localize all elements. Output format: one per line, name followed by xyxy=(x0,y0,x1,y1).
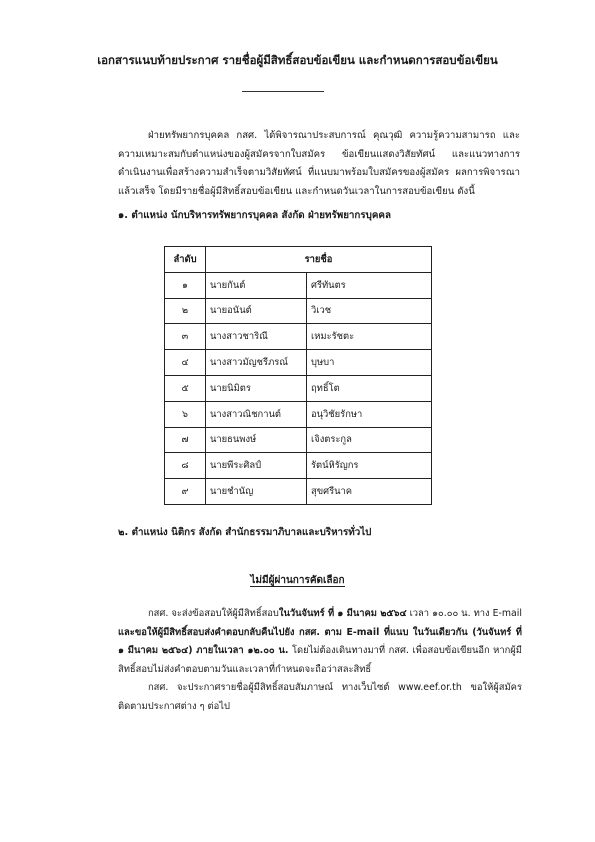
candidate-table xyxy=(164,246,432,505)
last-name-cell: เหมะรัชตะ xyxy=(307,324,432,350)
intro-text: ฝ่ายทรัพยากรบุคคล กสศ. ได้พิจารณาประสบการณ์ คุณวุฒิ ความรู้ความสามารถ และความเหมาะสมกับตำแหน่งของผู้สมัครจากใบสมัคร ข้อเขียนแสดงวิสัยทัศน์ และแนวทางการดำเนินงานเพื่อสร้างความสำเร็จตามวิสัยทัศน์ ที่แนบมาพร้อมใบสมัครของผู้สมัคร ผลการพิจารณาแล้วเสร็จ โดยมีรายชื่อผู้มีสิทธิ์สอบข้อเขียน และกำหนดวันเวลาในการสอบข้อเขียน ดังนี้ xyxy=(118,130,520,197)
first-name-cell: นายกันต์ xyxy=(206,272,307,298)
last-name-cell: ศรีทันตร xyxy=(307,272,432,298)
notice-p1-e: โดยไม่ต้องเดินทางมาที่ กสศ. เพื่อสอบข้อเขียนอีก หากผู้มีสิทธิ์สอบไม่ส่งคำตอบตามวันและเวลาที่กำหนดจะถือว่าสละสิทธิ์ xyxy=(118,645,522,675)
first-name-cell: นายนิมิตร xyxy=(206,375,307,401)
order-cell: ๑ xyxy=(165,272,206,298)
order-cell: ๔ xyxy=(165,350,206,376)
last-name-cell: วิเวช xyxy=(307,298,432,324)
table-row xyxy=(165,298,432,324)
intro-paragraph xyxy=(118,127,520,201)
table-row xyxy=(165,401,432,427)
no-pass-text: ไม่มีผู้ผ่านการคัดเลือก xyxy=(250,575,345,586)
last-name-cell: เจิงตระกูล xyxy=(307,427,432,453)
notice-p1-d: และขอให้ผู้มีสิทธิ์สอบส่งคำตอบกลับคืนไปยัง กสศ. ตาม E-mail ที่แนบ ในวันเดียวกัน (วันจันทร์ ที่ ๑ มีนาคม ๒๕๖๔) ภายในเวลา ๑๒.๐๐ น. xyxy=(118,626,522,657)
exam-notice xyxy=(118,605,522,717)
last-name-cell: ฤทธิ์โต xyxy=(307,375,432,401)
first-name-cell: นางสาวชาริณี xyxy=(206,324,307,350)
table-row xyxy=(165,479,432,505)
order-cell: ๙ xyxy=(165,479,206,505)
section-1-heading: ๑. ตำแหน่ง นักบริหารทรัพยากรบุคคล สังกัด ฝ่ายทรัพยากรบุคคล xyxy=(118,210,391,221)
first-name-cell: นายธนพงษ์ xyxy=(206,427,307,453)
notice-p1-a: กสศ. จะส่งข้อสอบให้ผู้มีสิทธิ์สอบ xyxy=(148,608,279,619)
table-row xyxy=(165,272,432,298)
order-cell: ๗ xyxy=(165,427,206,453)
title-divider xyxy=(242,91,324,92)
order-cell: ๖ xyxy=(165,401,206,427)
table-row xyxy=(165,453,432,479)
table-row xyxy=(165,427,432,453)
order-cell: ๓ xyxy=(165,324,206,350)
first-name-cell: นางสาวณิชกานต์ xyxy=(206,401,307,427)
page-title: เอกสารแนบท้ายประกาศ รายชื่อผู้มีสิทธิ์สอบข้อเขียน และกำหนดการสอบข้อเขียน xyxy=(97,53,498,67)
last-name-cell: รัตน์หิรัญกร xyxy=(307,453,432,479)
notice-paragraph-2: กสศ. จะประกาศรายชื่อผู้มีสิทธิ์สอบสัมภาษณ์ ทางเว็บไซต์ www.eef.or.th ขอให้ผู้สมัครติดตามประกาศต่าง ๆ ต่อไป xyxy=(118,682,522,712)
header-name: รายชื่อ xyxy=(206,247,432,273)
order-cell: ๒ xyxy=(165,298,206,324)
table-row xyxy=(165,375,432,401)
first-name-cell: นายชำนัญ xyxy=(206,479,307,505)
first-name-cell: นางสาวมัญชรีภรณ์ xyxy=(206,350,307,376)
notice-p1-c: เวลา ๑๐.๐๐ น. ทาง E-mail xyxy=(406,608,522,619)
candidate-table-body xyxy=(165,272,432,504)
order-cell: ๘ xyxy=(165,453,206,479)
order-cell: ๕ xyxy=(165,375,206,401)
last-name-cell: บุษบา xyxy=(307,350,432,376)
first-name-cell: นายพีระศิลป์ xyxy=(206,453,307,479)
table-header-row xyxy=(165,247,432,273)
header-order: ลำดับ xyxy=(165,247,206,273)
section-2-heading: ๒. ตำแหน่ง นิติกร สังกัด สำนักธรรมาภิบาลและบริหารทั่วไป xyxy=(118,527,372,538)
no-pass-notice xyxy=(0,573,595,588)
last-name-cell: สุขศรีนาค xyxy=(307,479,432,505)
table-row xyxy=(165,350,432,376)
notice-paragraph-1 xyxy=(118,605,522,679)
notice-p1-b: ในวันจันทร์ ที่ ๑ มีนาคม ๒๕๖๔ xyxy=(278,608,407,619)
last-name-cell: อนุวิชัยรักษา xyxy=(307,401,432,427)
first-name-cell: นายอนันต์ xyxy=(206,298,307,324)
table-row xyxy=(165,324,432,350)
